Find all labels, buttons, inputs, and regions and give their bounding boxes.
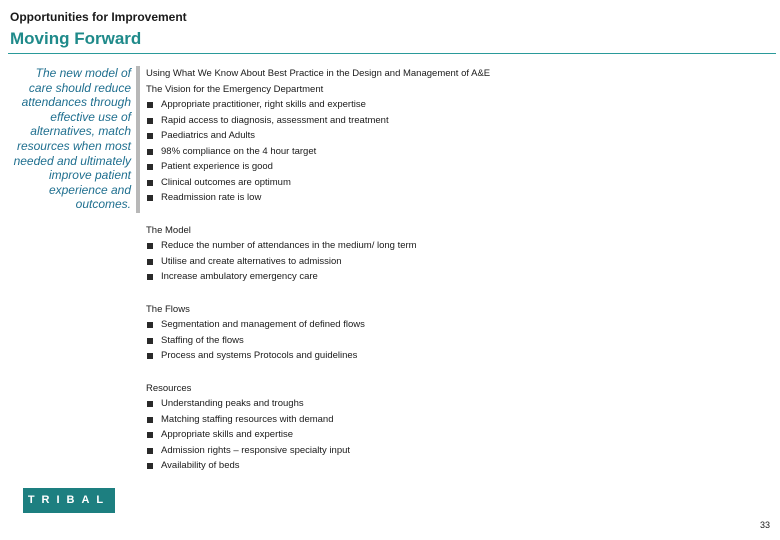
list-item: Matching staffing resources with demand: [146, 412, 766, 428]
list-item: Increase ambulatory emergency care: [146, 269, 766, 285]
list-item: Clinical outcomes are optimum: [146, 175, 766, 191]
list-item: Admission rights – responsive specialty input: [146, 443, 766, 459]
square-bullet-icon: [147, 463, 153, 469]
list-item: Patient experience is good: [146, 159, 766, 175]
square-bullet-icon: [147, 243, 153, 249]
sidebar-line: attendances through: [21, 95, 131, 110]
sidebar-line: effective use of: [50, 109, 131, 124]
square-bullet-icon: [147, 164, 153, 170]
square-bullet-icon: [147, 149, 153, 155]
square-bullet-icon: [147, 259, 153, 265]
list-item: Rapid access to diagnosis, assessment and treatment: [146, 113, 766, 129]
square-bullet-icon: [147, 401, 153, 407]
main-content: [146, 66, 766, 474]
square-bullet-icon: [147, 118, 153, 124]
list-item: Availability of beds: [146, 458, 766, 474]
sidebar-line: needed and ultimately: [13, 153, 131, 168]
sidebar-line: experience and: [48, 182, 131, 197]
list-item: Reduce the number of attendances in the medium/ long term: [146, 238, 766, 254]
square-bullet-icon: [147, 432, 153, 438]
header-divider: [8, 53, 776, 54]
square-bullet-icon: [147, 133, 153, 139]
list-item: Appropriate skills and expertise: [146, 427, 766, 443]
list-item: Understanding peaks and troughs: [146, 396, 766, 412]
resources-heading: Resources: [146, 382, 192, 394]
page-number: 33: [759, 520, 770, 530]
square-bullet-icon: [147, 274, 153, 280]
intro-heading: Using What We Know About Best Practice in the Design and Management of A&E: [146, 68, 491, 79]
tribal-logo: TRIBAL: [23, 488, 115, 513]
list-item: Appropriate practitioner, right skills and expertise: [146, 97, 766, 113]
square-bullet-icon: [147, 338, 153, 344]
sidebar-line: resources when most: [16, 138, 131, 153]
vision-heading: The Vision for the Emergency Department: [146, 83, 324, 95]
list-item: Paediatrics and Adults: [146, 128, 766, 144]
list-item: Utilise and create alternatives to admission: [146, 254, 766, 270]
square-bullet-icon: [147, 448, 153, 454]
list-item: Segmentation and management of defined flows: [146, 317, 766, 333]
square-bullet-icon: [147, 417, 153, 423]
square-bullet-icon: [147, 353, 153, 359]
model-heading: The Model: [146, 224, 191, 236]
list-item: Readmission rate is low: [146, 190, 766, 206]
square-bullet-icon: [147, 195, 153, 201]
list-item: Process and systems Protocols and guidelines: [146, 348, 766, 364]
list-item: 98% compliance on the 4 hour target: [146, 144, 766, 160]
square-bullet-icon: [147, 102, 153, 108]
square-bullet-icon: [147, 322, 153, 328]
sidebar-divider-bar: [136, 66, 140, 213]
header-kicker: Opportunities for Improvement: [10, 10, 187, 24]
sidebar-line: The new model of: [35, 66, 131, 80]
sidebar-summary: [8, 66, 131, 212]
flows-heading: The Flows: [146, 303, 190, 315]
sidebar-line: improve patient: [48, 168, 131, 183]
sidebar-line: care should reduce: [28, 80, 131, 95]
sidebar-line: alternatives, match: [30, 124, 131, 139]
sidebar-line: outcomes.: [75, 197, 131, 212]
list-item: Staffing of the flows: [146, 333, 766, 349]
page-title: Moving Forward: [10, 29, 142, 48]
square-bullet-icon: [147, 180, 153, 186]
